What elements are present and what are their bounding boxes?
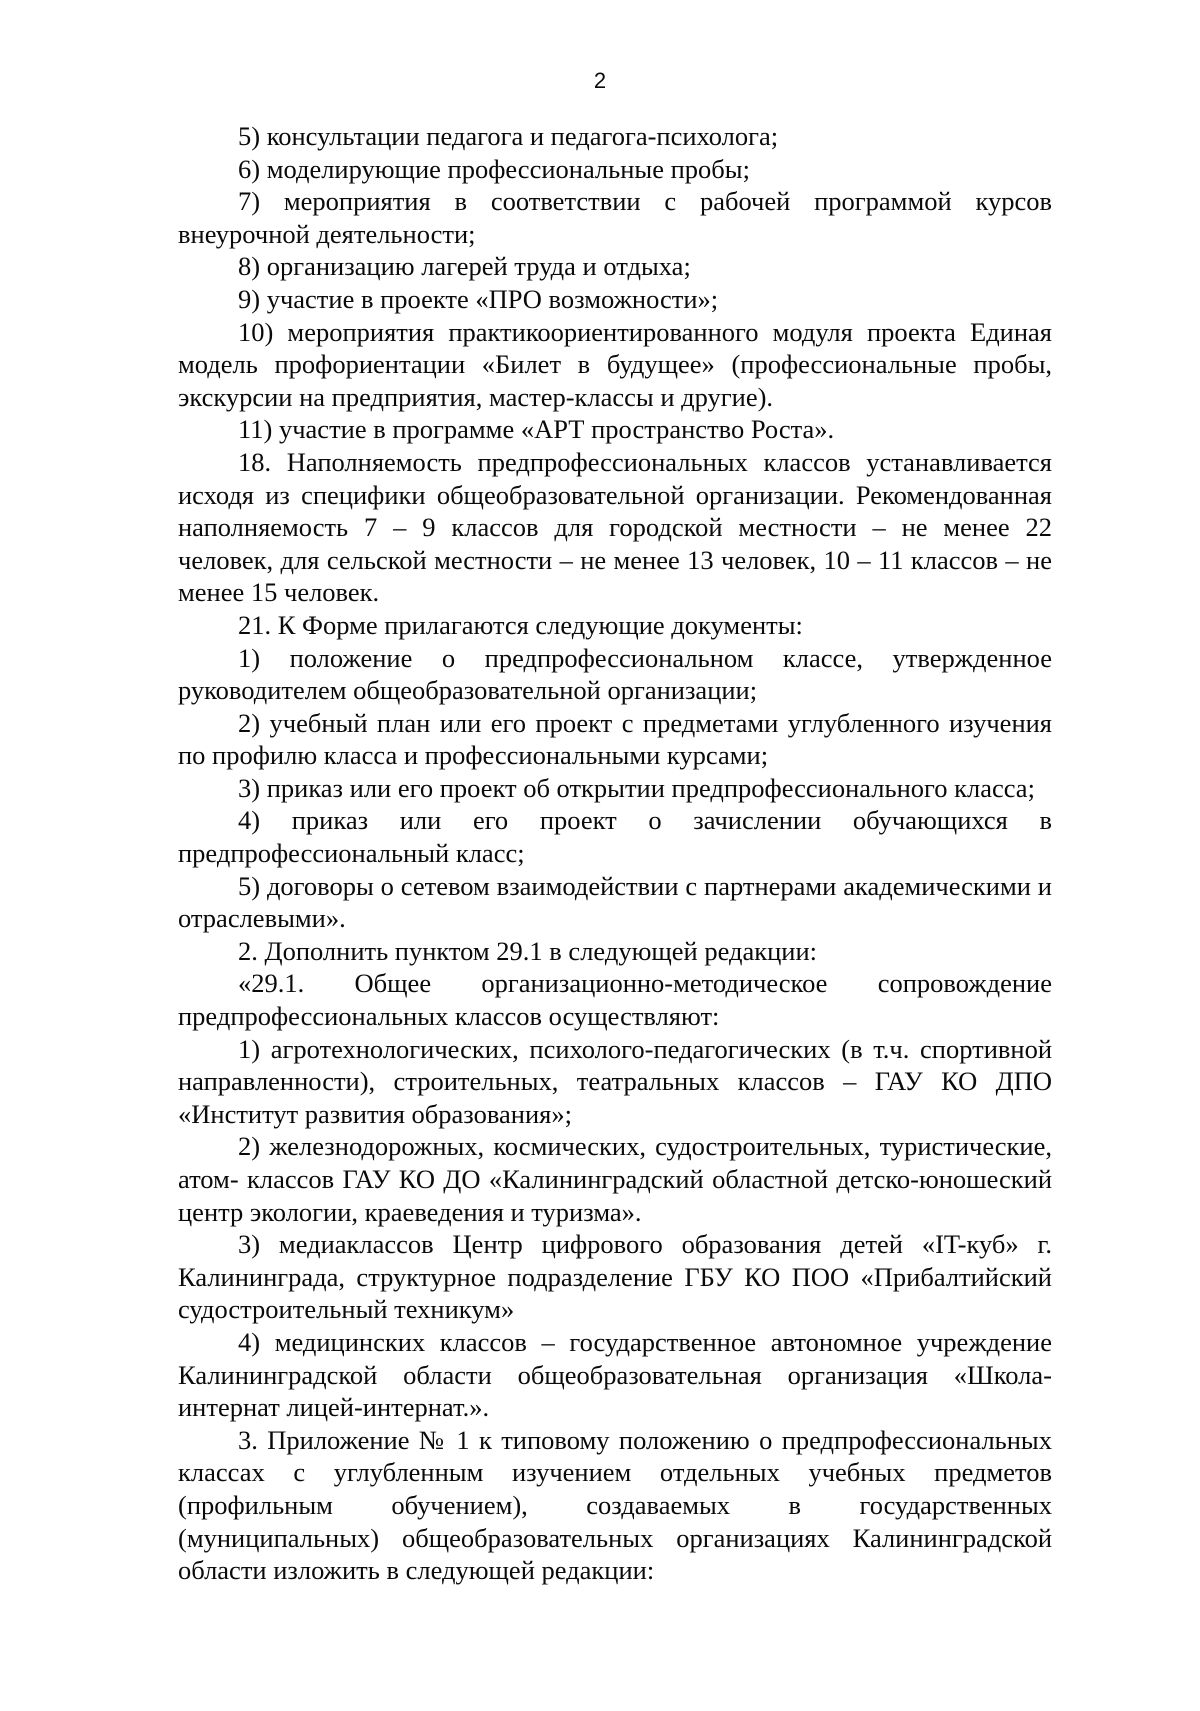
- paragraph-clause-18: 18. Наполняемость предпрофессиональных классов устанавливается исходя из специфики общеобразовательной организации. Рекомендованная наполняемость 7 – 9 классов для городской местности – не менее 22 человек, для сельской местности – не менее 13 человек, 10 – 11 классов – не менее 15 человек.: [178, 446, 1052, 608]
- paragraph-clause-29-1: «29.1. Общее организационно-методическое сопровождение предпрофессиональных классов осуществляют:: [178, 968, 1052, 1032]
- paragraph-item-9: 9) участие в проекте «ПРО возможности»;: [238, 283, 719, 314]
- paragraph-item-10: 10) мероприятия практикоориентированного модуля проекта Единая модель профориентации «Билет в будущее» (профессиональные пробы, экскурсии на предприятия, мастер-классы и другие).: [178, 316, 1052, 412]
- paragraph-amendment-2: 2. Дополнить пунктом 29.1 в следующей редакции:: [238, 935, 818, 966]
- page-number: 2: [593, 68, 607, 93]
- paragraph-support-3: 3) медиаклассов Центр цифрового образования детей «IT-куб» г. Калининграда, структурное подразделение ГБУ КО ПОО «Прибалтийский судостроительный техникум»: [178, 1229, 1052, 1325]
- paragraph-item-7: 7) мероприятия в соответствии с рабочей программой курсов внеурочной деятельности;: [178, 186, 1052, 249]
- paragraph-support-4: 4) медицинских классов – государственное автономное учреждение Калининградской области общеобразовательная организация «Школа-интернат лицей-интернат.».: [178, 1326, 1052, 1423]
- paragraph-doc-4: 4) приказ или его проект о зачислении обучающихся в предпрофессиональный класс;: [178, 805, 1052, 869]
- paragraph-item-6: 6) моделирующие профессиональные пробы;: [238, 153, 750, 184]
- paragraph-doc-1: 1) положение о предпрофессиональном классе, утвержденное руководителем общеобразовательной организации;: [178, 642, 1052, 706]
- paragraph-item-11: 11) участие в программе «АРТ пространство Роста».: [238, 414, 835, 445]
- paragraph-support-1: 1) агротехнологических, психолого-педагогических (в т.ч. спортивной направленности), строительных, театральных классов – ГАУ КО ДПО «Институт развития образования»;: [178, 1033, 1052, 1129]
- paragraph-doc-5: 5) договоры о сетевом взаимодействии с партнерами академическими и отраслевыми».: [178, 870, 1052, 934]
- paragraph-clause-21: 21. К Форме прилагаются следующие документы:: [238, 609, 803, 640]
- paragraph-doc-3: 3) приказ или его проект об открытии предпрофессионального класса;: [238, 772, 1035, 803]
- document-body: [178, 120, 1052, 1587]
- paragraph-doc-2: 2) учебный план или его проект с предметами углубленного изучения по профилю класса и профессиональными курсами;: [178, 707, 1052, 771]
- paragraph-amendment-3: 3. Приложение № 1 к типовому положению о предпрофессиональных классах с углубленным изучением отдельных учебных предметов (профильным обучением), создаваемых в государственных (муниципальных) общеобразовательных организациях Калининградской области изложить в следующей редакции:: [178, 1424, 1052, 1586]
- paragraph-support-2: 2) железнодорожных, космических, судостроительных, туристические, атом- классов ГАУ КО ДО «Калининградский областной детско-юношеский центр экологии, краеведения и туризма».: [178, 1131, 1052, 1227]
- paragraph-item-5: 5) консультации педагога и педагога-психолога;: [238, 121, 779, 151]
- paragraph-item-8: 8) организацию лагерей труда и отдыха;: [238, 251, 691, 282]
